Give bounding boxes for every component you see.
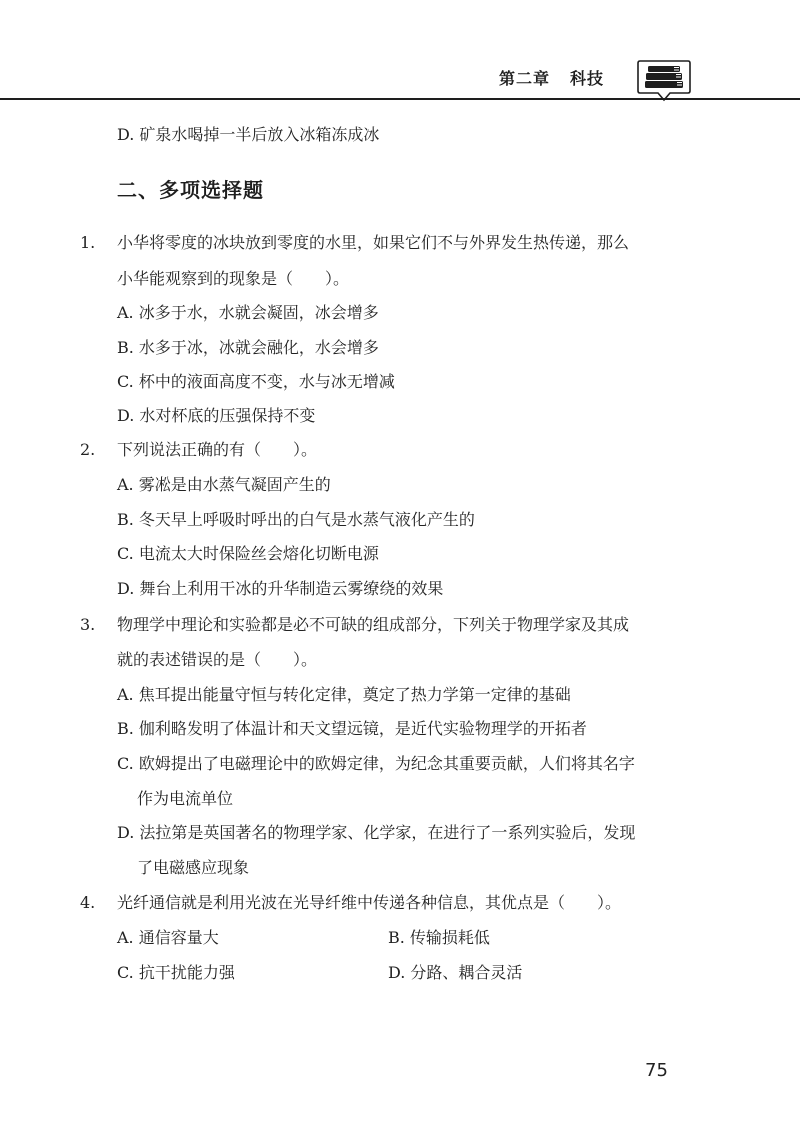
- question-stem: 物理学中理论和实验都是必不可缺的组成部分，下列关于物理学家及其成: [117, 615, 630, 634]
- question-stem: 光纤通信就是利用光波在光导纤维中传递各种信息，其优点是（ ）。: [117, 893, 622, 912]
- books-icon: [636, 58, 692, 102]
- option-b: B. 伽利略发明了体温计和天文望远镜，是近代实验物理学的开拓者: [117, 719, 587, 738]
- chapter-label: 第二章: [498, 69, 550, 88]
- option-c-continued: 作为电流单位: [137, 789, 234, 808]
- question-number: 3.: [80, 615, 96, 634]
- question-stem: 小华能观察到的现象是（ ）。: [117, 269, 350, 288]
- chapter-header: [499, 66, 604, 89]
- option-b: B. 水多于冰，冰就会融化，水会增多: [117, 338, 379, 357]
- option-c: C. 抗干扰能力强: [117, 963, 235, 982]
- option-d: D. 分路、耦合灵活: [388, 963, 523, 982]
- question-stem: 小华将零度的冰块放到零度的水里，如果它们不与外界发生热传递，那么: [117, 233, 630, 252]
- chapter-topic: 科技: [569, 69, 604, 88]
- option-c: C. 电流太大时保险丝会熔化切断电源: [117, 544, 379, 563]
- prev-question-option-d: D. 矿泉水喝掉一半后放入冰箱冻成冰: [117, 125, 380, 144]
- question-stem: 下列说法正确的有（ ）。: [117, 440, 318, 459]
- question-stem: 就的表述错误的是（ ）。: [117, 650, 318, 669]
- option-d: D. 舞台上利用干冰的升华制造云雾缭绕的效果: [117, 579, 444, 598]
- option-b: B. 传输损耗低: [388, 928, 490, 947]
- option-d: D. 法拉第是英国著名的物理学家、化学家，在进行了一系列实验后，发现: [117, 823, 636, 842]
- page-number: 75: [645, 1060, 668, 1081]
- question-number: 1.: [80, 233, 96, 252]
- option-c: C. 欧姆提出了电磁理论中的欧姆定律，为纪念其重要贡献，人们将其名字: [117, 754, 635, 773]
- option-d-continued: 了电磁感应现象: [137, 858, 250, 877]
- option-a: A. 通信容量大: [117, 928, 219, 947]
- option-b: B. 冬天早上呼吸时呼出的白气是水蒸气液化产生的: [117, 510, 475, 529]
- option-a: A. 雾凇是由水蒸气凝固产生的: [117, 475, 331, 494]
- option-a: A. 冰多于水，水就会凝固，冰会增多: [117, 303, 379, 322]
- section-heading: 二、多项选择题: [117, 178, 264, 202]
- question-number: 4.: [80, 893, 96, 912]
- question-number: 2.: [80, 440, 96, 459]
- option-a: A. 焦耳提出能量守恒与转化定律，奠定了热力学第一定律的基础: [117, 685, 571, 704]
- option-c: C. 杯中的液面高度不变，水与冰无增减: [117, 372, 395, 391]
- option-d: D. 水对杯底的压强保持不变: [117, 406, 316, 425]
- header-divider: [0, 98, 800, 100]
